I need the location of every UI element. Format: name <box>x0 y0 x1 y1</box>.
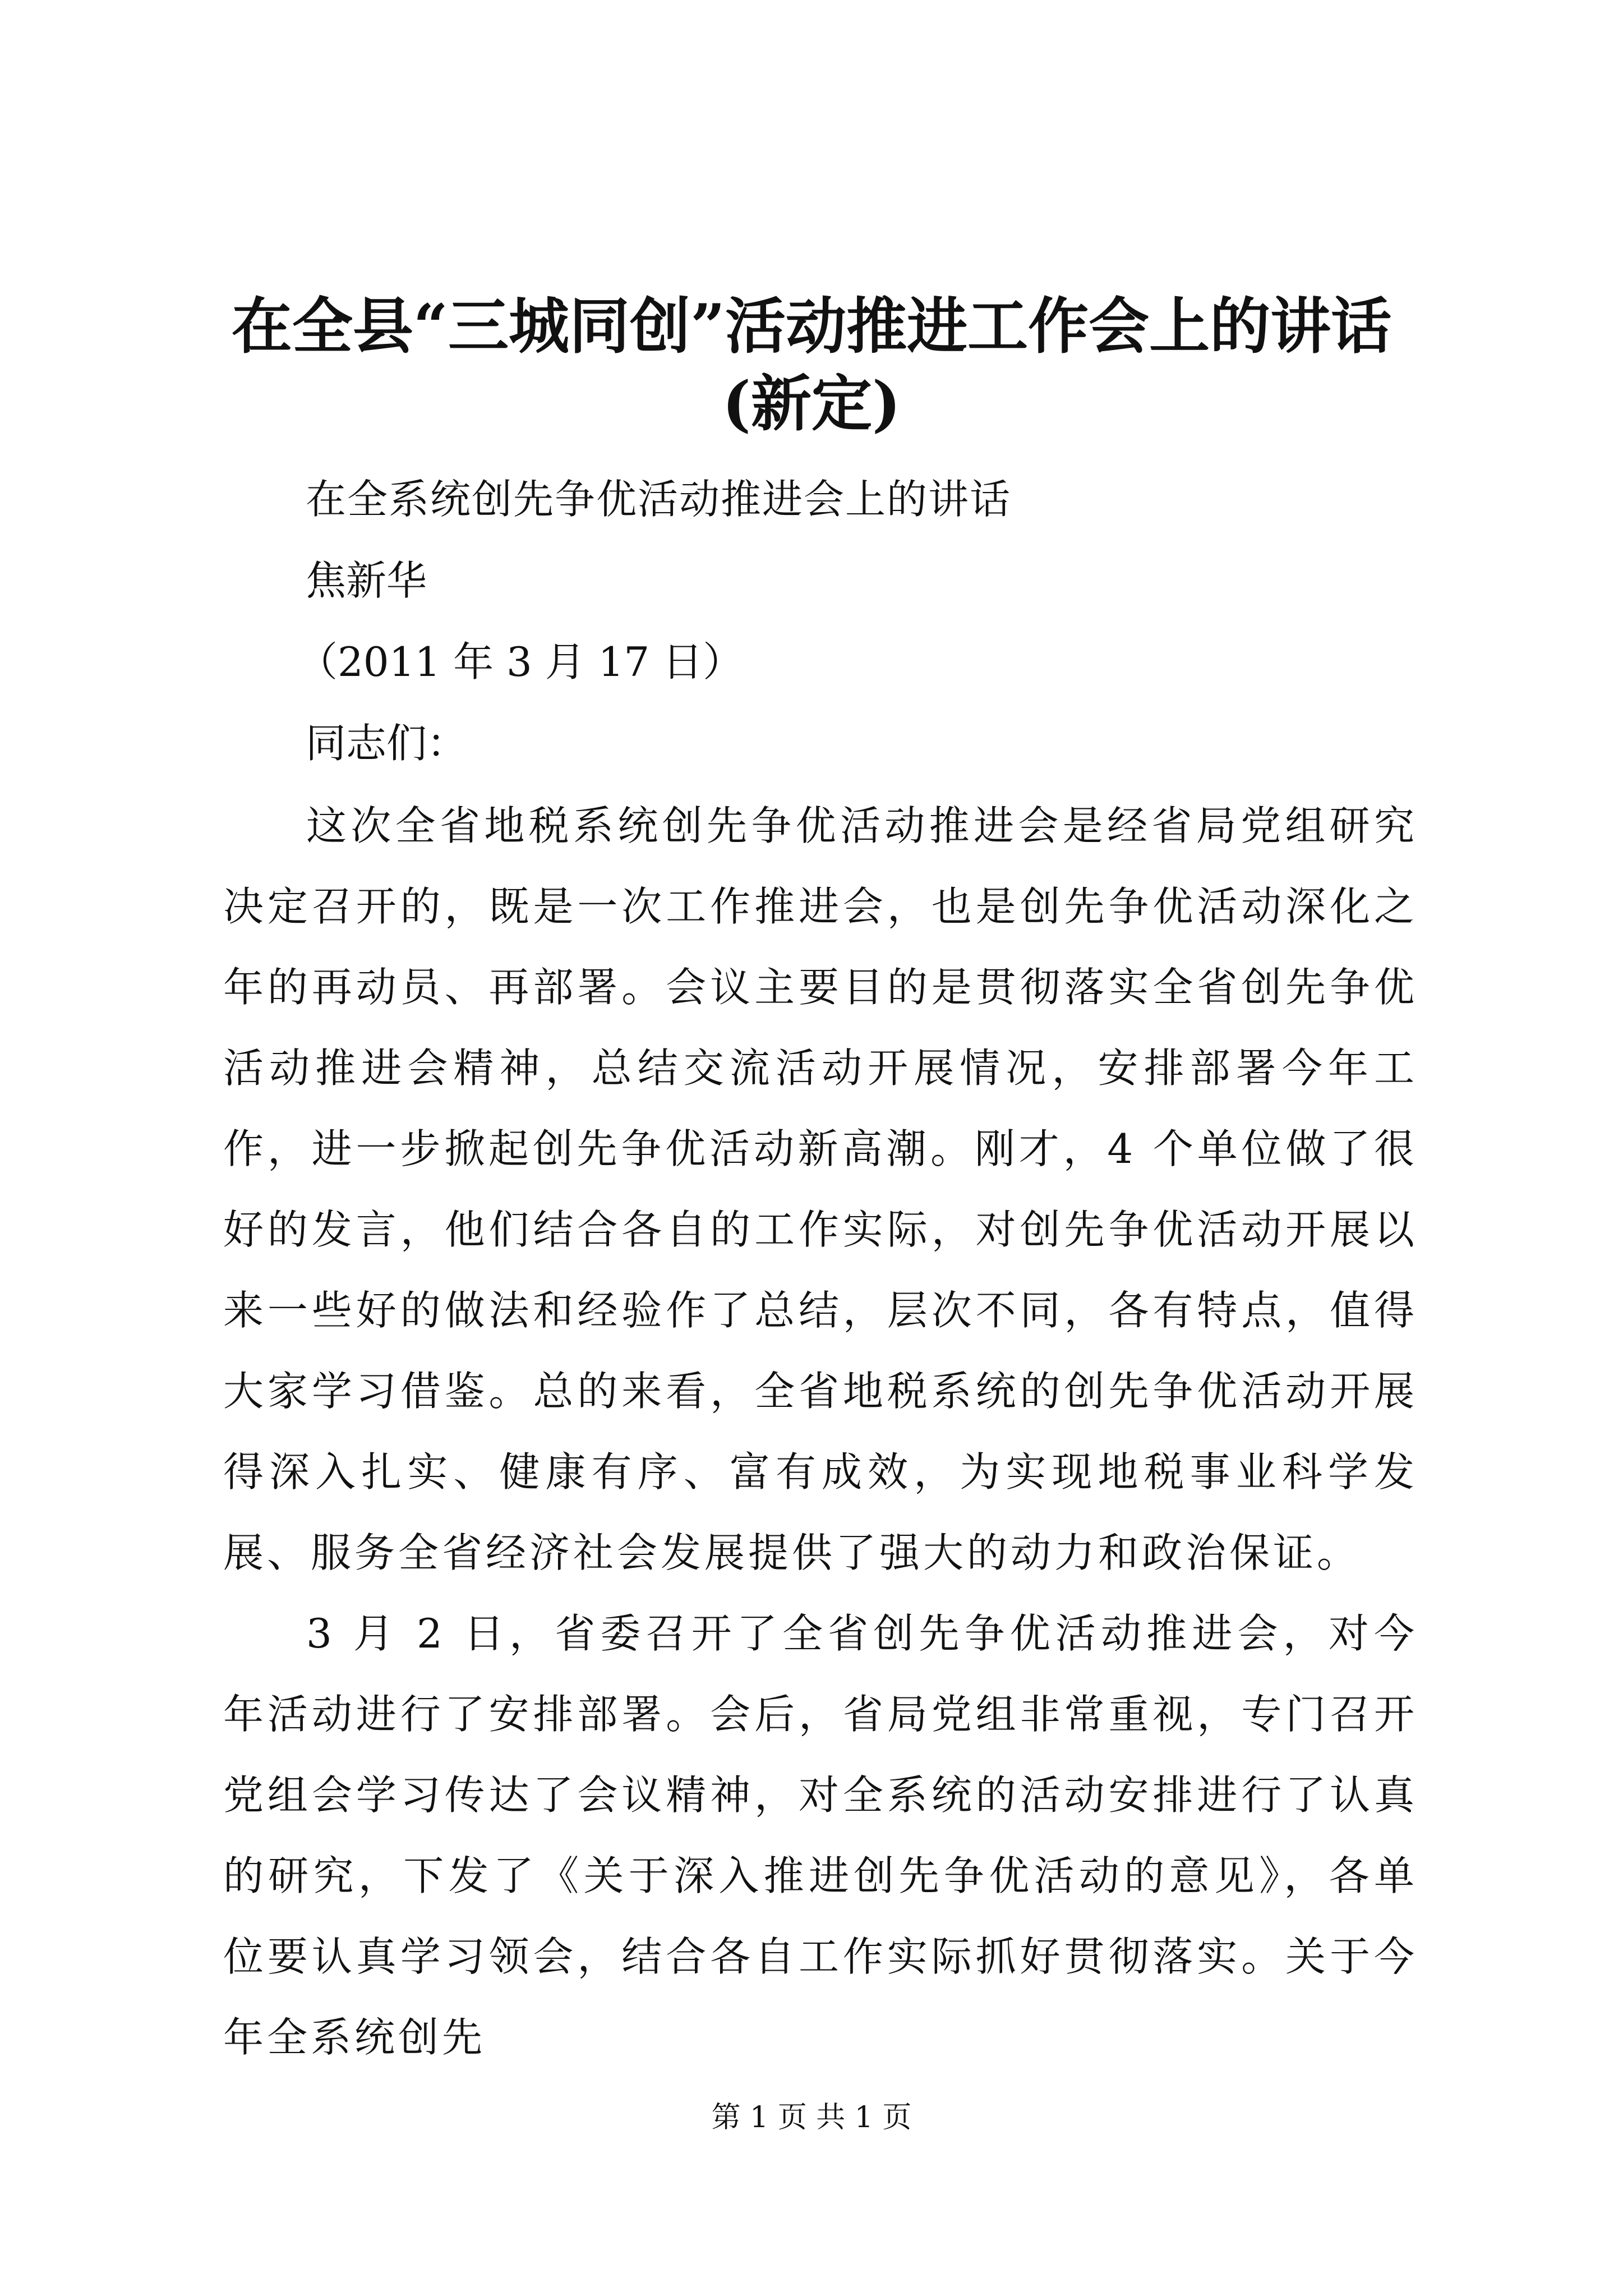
document-title-line-1: 在全县“三城同创”活动推进工作会上的讲话 <box>231 291 1392 362</box>
body-paragraph: 这次全省地税系统创先争优活动推进会是经省局党组研究决定召开的，既是一次工作推进会，也是创先争优活动深化之年的再动员、再部署。会议主要目的是贯彻落实全省创先争优活动推进会精神，总结交流活动开展情况，安排部署今年工作，进一步掀起创先争优活动新高潮。刚才，4 个单位做了很好的发言，他们结合各自的工作实际，对创先争优活动开展以来一些好的做法和经验作了总结，层次不同，各有特点，值得大家学习借鉴。总的来看，全省地税系统的创先争优活动开展得深入扎实、健康有序、富有成效，为实现地税事业科学发展、服务全省经济社会发展提供了强大的动力和政治保证。 <box>223 802 1418 1576</box>
body-paragraph: 3 月 2 日，省委召开了全省创先争优活动推进会，对今年活动进行了安排部署。会后，省局党组非常重视，专门召开党组会学习传达了会议精神，对全系统的活动安排进行了认真的研究，下发了《关于深入推进创先争优活动的意见》，各单位要认真学习领会，结合各自工作实际抓好贯彻落实。关于今年全系统创先 <box>223 1610 1418 2061</box>
page-footer: 第 1 页 共 1 页 <box>711 2101 912 2134</box>
salutation: 同志们： <box>306 720 468 767</box>
speech-date: （2011 年 3 月 17 日） <box>297 638 744 685</box>
document-title-line-2: (新定) <box>722 369 901 439</box>
speech-subtitle: 在全系统创先争优活动推进会上的讲话 <box>306 476 1012 523</box>
speaker-name: 焦新华 <box>306 557 427 604</box>
